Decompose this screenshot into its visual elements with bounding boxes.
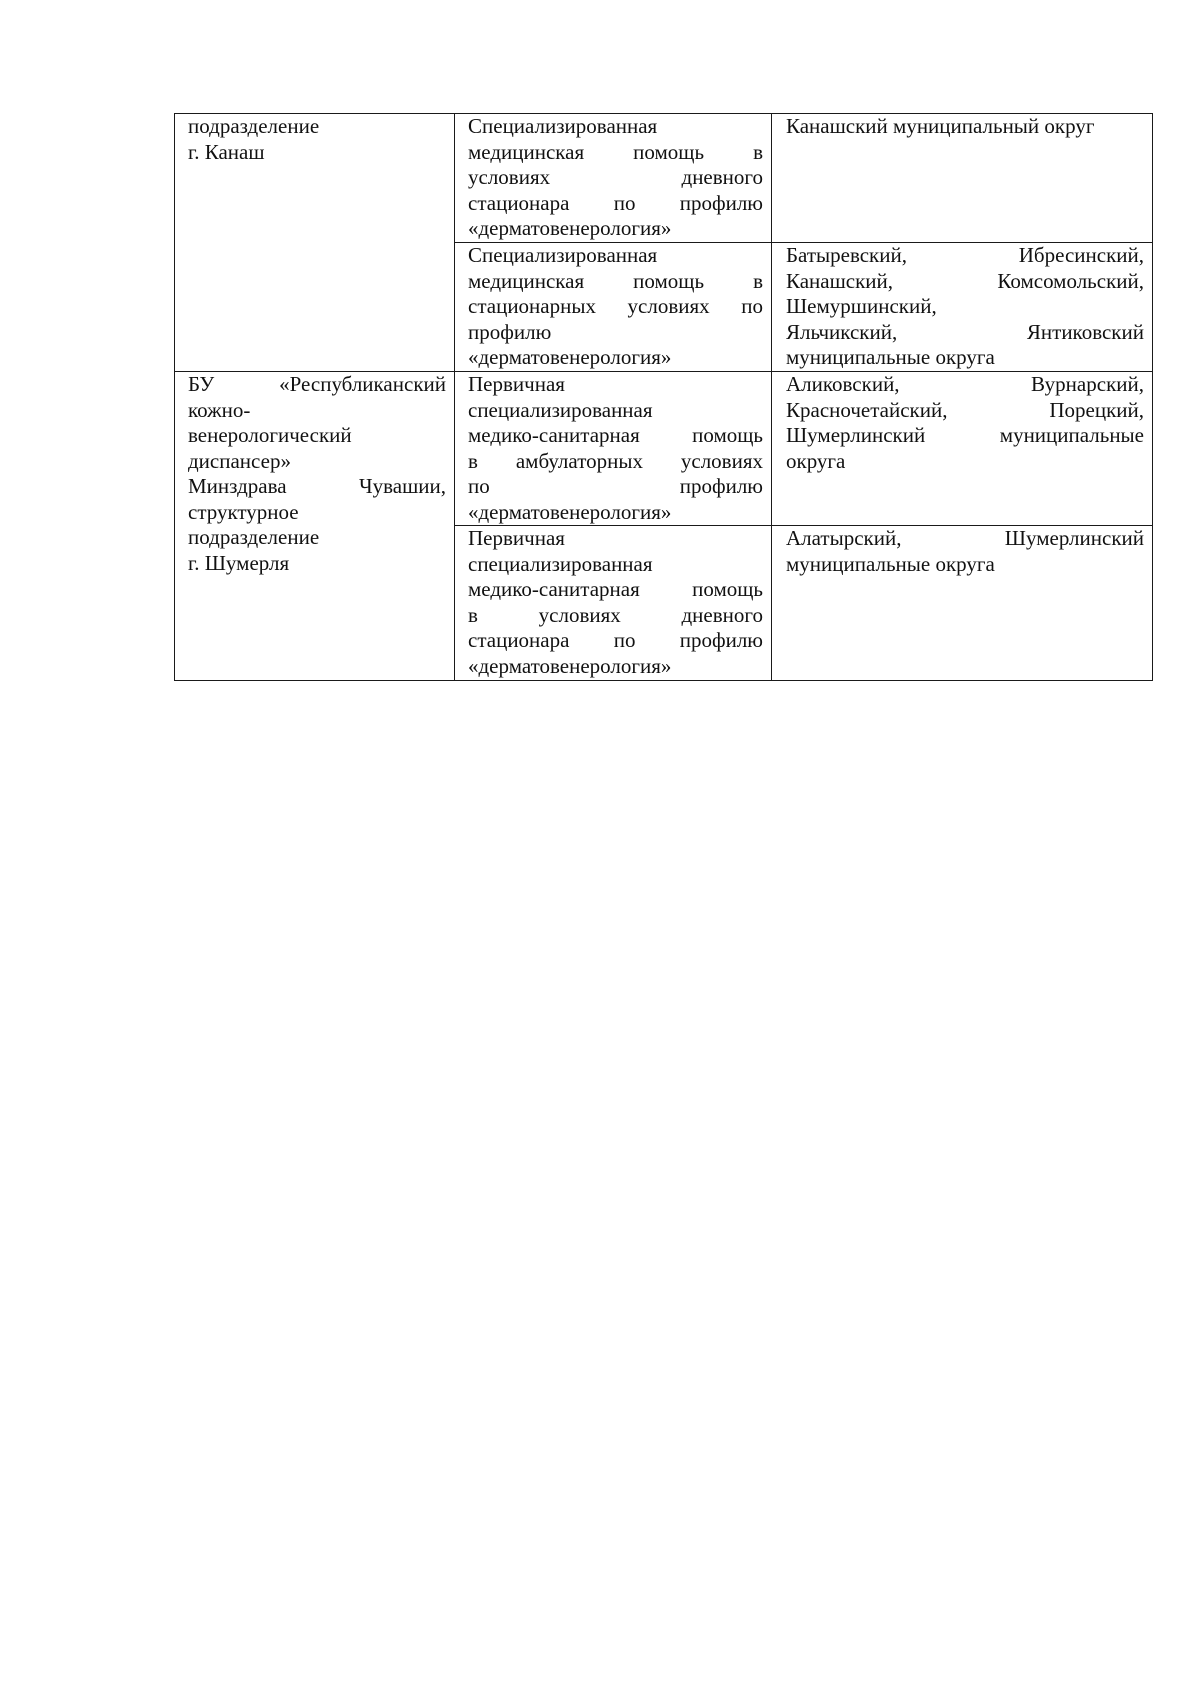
org-line: г. Канаш — [188, 139, 265, 164]
area-cell — [772, 243, 1153, 372]
org-line: подразделение — [188, 114, 320, 138]
care-type-text — [468, 526, 763, 679]
care-line: профилю — [468, 319, 552, 344]
care-line: Первичная — [468, 526, 565, 550]
area-line: муниципальные округа — [786, 551, 995, 576]
org-line: БУ «Республиканский — [188, 372, 446, 396]
care-type-cell — [455, 372, 772, 526]
table-row — [175, 114, 1153, 243]
care-line: медицинская помощь в — [468, 268, 763, 293]
org-cell — [175, 372, 455, 681]
org-line: венерологический — [188, 423, 352, 447]
area-line: Аликовский, Вурнарский, — [786, 372, 1144, 396]
org-text — [188, 372, 446, 576]
care-line: «дерматовенерология» — [468, 653, 672, 678]
care-line: Специализированная — [468, 114, 658, 138]
care-line: стационарных условиях по — [468, 294, 763, 318]
care-line: по профилю — [468, 474, 763, 498]
care-line: в амбулаторных условиях — [468, 448, 763, 473]
area-line: Канашский муниципальный округ — [786, 114, 1095, 138]
org-line: диспансер» — [188, 448, 291, 473]
area-line: Батыревский, Ибресинский, — [786, 243, 1144, 267]
area-line: муниципальные округа — [786, 345, 995, 369]
area-line: Канашский, Комсомольский, — [786, 268, 1144, 293]
area-line: Шумерлинский муниципальные — [786, 423, 1144, 447]
care-line: «дерматовенерология» — [468, 216, 672, 240]
area-line: Яльчикский, Янтиковский — [786, 319, 1144, 344]
area-line: округа — [786, 448, 846, 473]
care-line: Специализированная — [468, 243, 658, 267]
care-line: стационара по профилю — [468, 628, 763, 652]
care-line: специализированная — [468, 551, 653, 576]
care-type-text — [468, 243, 763, 371]
care-line: медицинская помощь в — [468, 139, 763, 164]
org-line: Минздрава Чувашии, — [188, 474, 446, 498]
area-line: Красночетайский, Порецкий, — [786, 397, 1144, 422]
care-type-text — [468, 114, 763, 242]
care-line: медико-санитарная помощь — [468, 577, 763, 601]
table-row — [175, 372, 1153, 526]
org-cell — [175, 114, 455, 372]
care-line: «дерматовенерология» — [468, 499, 672, 524]
care-line: стационара по профилю — [468, 190, 763, 215]
area-text — [786, 526, 1144, 577]
area-cell — [772, 526, 1153, 681]
care-type-cell — [455, 243, 772, 372]
org-text — [188, 114, 446, 165]
care-line: Первичная — [468, 372, 565, 396]
care-type-cell — [455, 114, 772, 243]
area-text — [786, 114, 1144, 140]
care-line: специализированная — [468, 397, 653, 422]
area-line: Шемуршинский, — [786, 294, 937, 318]
care-type-text — [468, 372, 763, 525]
care-line: «дерматовенерология» — [468, 345, 672, 369]
area-line: Алатырский, Шумерлинский — [786, 526, 1144, 550]
org-line: структурное — [188, 499, 299, 524]
area-text — [786, 372, 1144, 474]
assignment-table — [174, 113, 1153, 681]
care-line: в условиях дневного — [468, 602, 763, 627]
org-line: кожно- — [188, 397, 251, 422]
area-text — [786, 243, 1144, 371]
care-line: условиях дневного — [468, 165, 763, 189]
org-line: г. Шумерля — [188, 550, 290, 575]
area-cell — [772, 372, 1153, 526]
care-type-cell — [455, 526, 772, 681]
area-cell — [772, 114, 1153, 243]
org-line: подразделение — [188, 525, 320, 549]
care-line: медико-санитарная помощь — [468, 423, 763, 447]
